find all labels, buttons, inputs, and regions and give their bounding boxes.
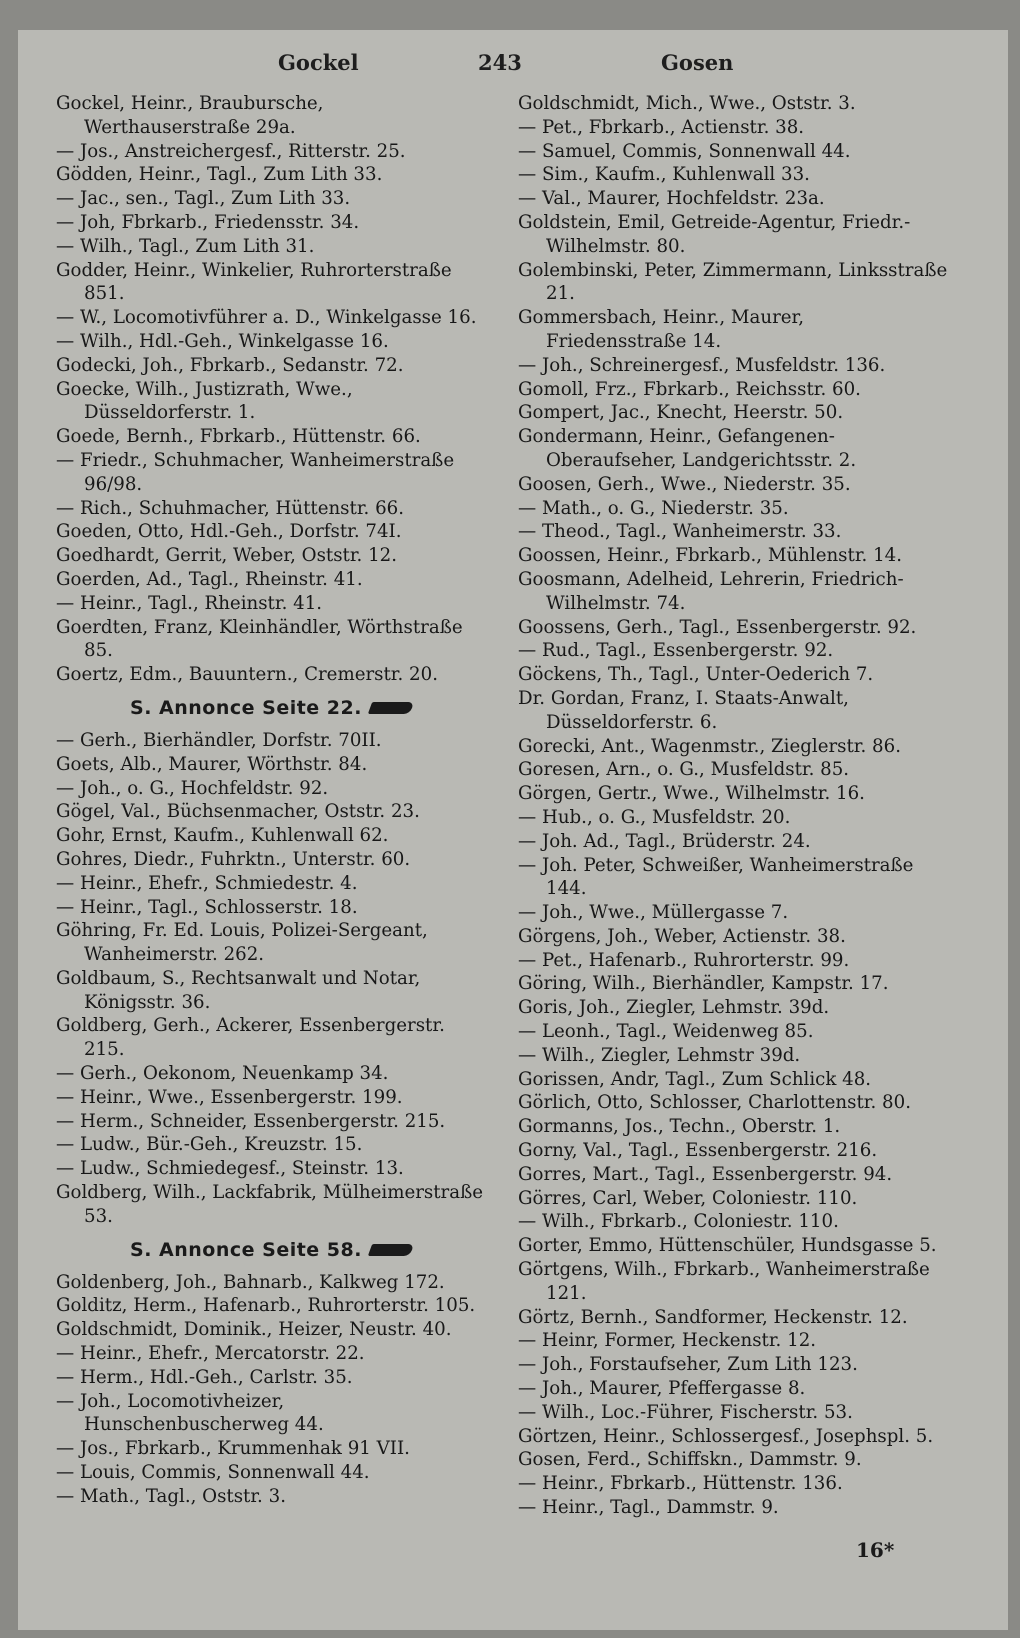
annonce-note-2 [56,1235,486,1265]
directory-entry: Dr. Gordan, Franz, I. Staats-Anwalt, Düsseldorferstr. 6. [518,687,849,733]
directory-entry: Gödden, Heinr., Tagl., Zum Lith 33. [56,164,383,186]
annonce-note-2-text: S. Annonce Seite 58. [130,1238,362,1261]
directory-entry: Goedhardt, Gerrit, Weber, Oststr. 12. [56,545,398,567]
directory-entry: — Wilh., Fbrkarb., Coloniestr. 110. [518,1211,839,1233]
directory-entry: — Joh., Forstaufseher, Zum Lith 123. [518,1354,858,1376]
header-left-keyword: Gockel [278,50,359,75]
directory-entry: Görtzen, Heinr., Schlossergesf., Josephspl. 5. [518,1425,934,1447]
directory-entry: Gorres, Mart., Tagl., Essenbergerstr. 94. [518,1163,893,1185]
directory-entry: Gorissen, Andr, Tagl., Zum Schlick 48. [518,1068,872,1090]
directory-entry: Goossen, Heinr., Fbrkarb., Mühlenstr. 14. [518,545,902,567]
directory-entry: — Pet., Fbrkarb., Actienstr. 38. [518,116,805,138]
page-number: 243 [478,50,522,75]
directory-entry: Gosen, Ferd., Schiffskn., Dammstr. 9. [518,1449,862,1471]
directory-entry: Goosmann, Adelheid, Lehrerin, Friedrich-Wilhelmstr. 74. [518,568,904,614]
directory-entry: Görgens, Joh., Weber, Actienstr. 38. [518,925,846,947]
directory-entry: — Heinr., Ehefr., Mercatorstr. 22. [56,1343,365,1365]
directory-entry: Goerdten, Franz, Kleinhändler, Wörthstraße 85. [56,616,463,662]
left-column [56,92,486,1509]
directory-entry: — Heinr, Former, Heckenstr. 12. [518,1330,817,1352]
directory-entry: — Joh., Wwe., Müllergasse 7. [518,902,789,924]
directory-entry: Gohres, Diedr., Fuhrktn., Unterstr. 60. [56,848,411,870]
directory-entry: Gormanns, Jos., Techn., Oberstr. 1. [518,1116,841,1138]
directory-entry: — Joh, Fbrkarb., Friedensstr. 34. [56,211,360,233]
directory-page [18,30,1008,1630]
directory-entry: — Jac., sen., Tagl., Zum Lith 33. [56,188,351,210]
directory-entry: — Pet., Hafenarb., Ruhrorterstr. 99. [518,949,850,971]
directory-entry: Goecke, Wilh., Justizrath, Wwe., Düsseldorferstr. 1. [56,378,353,424]
directory-entry: — Herm., Hdl.-Geh., Carlstr. 35. [56,1366,353,1388]
directory-entry: — Ludw., Bür.-Geh., Kreuzstr. 15. [56,1134,363,1156]
right-column [518,92,948,1520]
directory-entry: Gondermann, Heinr., Gefangenen-Oberaufseher, Landgerichtsstr. 2. [518,426,857,471]
directory-entry: — Samuel, Commis, Sonnenwall 44. [518,140,851,162]
directory-entry: Goldberg, Gerh., Ackerer, Essenbergerstr. 215. [56,1015,445,1061]
directory-entry: — Joh., Schreinergesf., Musfeldstr. 136. [518,354,886,376]
directory-entry: Goertz, Edm., Bauuntern., Cremerstr. 20. [56,664,438,686]
directory-entry: — Heinr., Tagl., Schlosserstr. 18. [56,896,358,918]
directory-entry: — Wilh., Hdl.-Geh., Winkelgasse 16. [56,330,389,352]
directory-entry: Görlich, Otto, Schlosser, Charlottenstr. 80. [518,1092,911,1114]
directory-entry: Goldschmidt, Mich., Wwe., Oststr. 3. [518,93,856,114]
directory-entry: Goeden, Otto, Hdl.-Geh., Dorfstr. 74I. [56,521,402,543]
directory-entry: — W., Locomotivführer a. D., Winkelgasse 16. [56,307,477,329]
directory-entry: — Heinr., Tagl., Rheinstr. 41. [56,592,323,614]
pointing-hand-icon [368,702,414,714]
directory-entry: — Sim., Kaufm., Kuhlenwall 33. [518,164,810,186]
header-right-keyword: Gosen [661,50,734,75]
directory-entry: — Wilh., Ziegler, Lehmstr 39d. [518,1044,801,1066]
directory-entry: Goresen, Arn., o. G., Musfeldstr. 85. [518,759,850,781]
directory-entry: Goldberg, Wilh., Lackfabrik, Mülheimerstraße 53. [56,1182,483,1227]
directory-entry: Gorny, Val., Tagl., Essenbergerstr. 216. [518,1140,878,1162]
directory-entry: — Louis, Commis, Sonnenwall 44. [56,1462,370,1484]
directory-entry: Godder, Heinr., Winkelier, Ruhrorterstraße 851. [56,259,452,305]
directory-entry: — Jos., Anstreichergesf., Ritterstr. 25. [56,140,406,162]
directory-entry: Gompert, Jac., Knecht, Heerstr. 50. [518,402,844,424]
directory-entry: — Herm., Schneider, Essenbergerstr. 215. [56,1110,446,1132]
directory-entry: Goldenberg, Joh., Bahnarb., Kalkweg 172. [56,1271,445,1293]
directory-entry: — Wilh., Tagl., Zum Lith 31. [56,235,315,257]
directory-entry: — Joh. Peter, Schweißer, Wanheimerstraße 144. [518,854,914,900]
directory-entry: Göckens, Th., Tagl., Unter-Oederich 7. [518,664,874,686]
directory-entry: — Joh. Ad., Tagl., Brüderstr. 24. [518,830,811,852]
directory-entry: Goosen, Gerh., Wwe., Niederstr. 35. [518,473,851,495]
directory-entry: Goris, Joh., Ziegler, Lehmstr. 39d. [518,997,830,1019]
directory-entry: Gorter, Emmo, Hüttenschüler, Hundsgasse 5. [518,1235,937,1257]
directory-entry: Gockel, Heinr., Braubursche, Werthauserstraße 29a. [56,93,324,138]
directory-entry: — Val., Maurer, Hochfeldstr. 23a. [518,188,825,210]
directory-entry: Gohr, Ernst, Kaufm., Kuhlenwall 62. [56,825,389,847]
directory-entry: Golditz, Herm., Hafenarb., Ruhrorterstr. 105. [56,1295,476,1317]
directory-entry: Göhring, Fr. Ed. Louis, Polizei-Sergeant, Wanheimerstr. 262. [56,920,428,966]
directory-entry: — Joh., Maurer, Pfeffergasse 8. [518,1378,806,1400]
directory-entry: Gommersbach, Heinr., Maurer, Friedensstraße 14. [518,307,805,352]
directory-entry: — Leonh., Tagl., Weidenweg 85. [518,1021,814,1043]
directory-entry: Görtgens, Wilh., Fbrkarb., Wanheimerstraße 121. [518,1259,930,1304]
directory-entry: Görgen, Gertr., Wwe., Wilhelmstr. 16. [518,783,865,805]
directory-entry: — Wilh., Loc.-Führer, Fischerstr. 53. [518,1401,853,1423]
directory-entry: — Math., o. G., Niederstr. 35. [518,497,789,519]
directory-entry: — Rud., Tagl., Essenbergerstr. 92. [518,640,834,662]
directory-entry: Goede, Bernh., Fbrkarb., Hüttenstr. 66. [56,426,421,448]
directory-entry: — Gerh., Oekonom, Neuenkamp 34. [56,1063,389,1085]
directory-entry: Golembinski, Peter, Zimmermann, Linksstraße 21. [518,259,948,305]
directory-entry: — Jos., Fbrkarb., Krummenhak 91 VII. [56,1438,410,1460]
directory-entry: — Heinr., Wwe., Essenbergerstr. 199. [56,1086,403,1108]
directory-entry: — Theod., Tagl., Wanheimerstr. 33. [518,521,842,543]
directory-entry: — Heinr., Tagl., Dammstr. 9. [518,1497,779,1519]
pointing-hand-icon [368,1244,414,1256]
directory-entry: — Friedr., Schuhmacher, Wanheimerstraße 96/98. [56,449,455,495]
annonce-note-1 [56,693,486,723]
directory-entry: — Rich., Schuhmacher, Hüttenstr. 66. [56,497,405,519]
directory-entry: Goldbaum, S., Rechtsanwalt und Notar, Königsstr. 36. [56,967,421,1013]
directory-entry: Görres, Carl, Weber, Coloniestr. 110. [518,1187,858,1209]
directory-entry: Godecki, Joh., Fbrkarb., Sedanstr. 72. [56,354,404,376]
directory-entry: — Gerh., Bierhändler, Dorfstr. 70II. [56,729,382,751]
directory-entry: — Joh., o. G., Hochfeldstr. 92. [56,777,329,799]
directory-entry: — Joh., Locomotivheizer, Hunschenbuscherweg 44. [56,1390,324,1436]
directory-entry: Goets, Alb., Maurer, Wörthstr. 84. [56,753,368,775]
directory-entry: — Hub., o. G., Musfeldstr. 20. [518,806,791,828]
directory-entry: Göring, Wilh., Bierhändler, Kampstr. 17. [518,973,889,995]
directory-entry: Goossens, Gerh., Tagl., Essenbergerstr. 92. [518,616,917,638]
directory-entry: Goerden, Ad., Tagl., Rheinstr. 41. [56,568,363,590]
directory-entry: Gorecki, Ant., Wagenmstr., Zieglerstr. 86. [518,735,901,757]
signature-mark: 16* [856,1538,895,1562]
directory-entry: Gögel, Val., Büchsenmacher, Oststr. 23. [56,801,420,823]
directory-entry: Goldstein, Emil, Getreide-Agentur, Friedr.-Wilhelmstr. 80. [518,211,911,257]
directory-entry: Goldschmidt, Dominik., Heizer, Neustr. 40. [56,1319,452,1341]
directory-entry: — Heinr., Ehefr., Schmiedestr. 4. [56,872,358,894]
directory-entry: — Heinr., Fbrkarb., Hüttenstr. 136. [518,1473,843,1495]
directory-entry: Görtz, Bernh., Sandformer, Heckenstr. 12. [518,1306,908,1328]
directory-entry: — Ludw., Schmiedegesf., Steinstr. 13. [56,1158,404,1180]
directory-entry: — Math., Tagl., Oststr. 3. [56,1485,286,1507]
directory-entry: Gomoll, Frz., Fbrkarb., Reichsstr. 60. [518,378,861,400]
page-header [18,44,1008,84]
annonce-note-1-text: S. Annonce Seite 22. [130,696,362,719]
